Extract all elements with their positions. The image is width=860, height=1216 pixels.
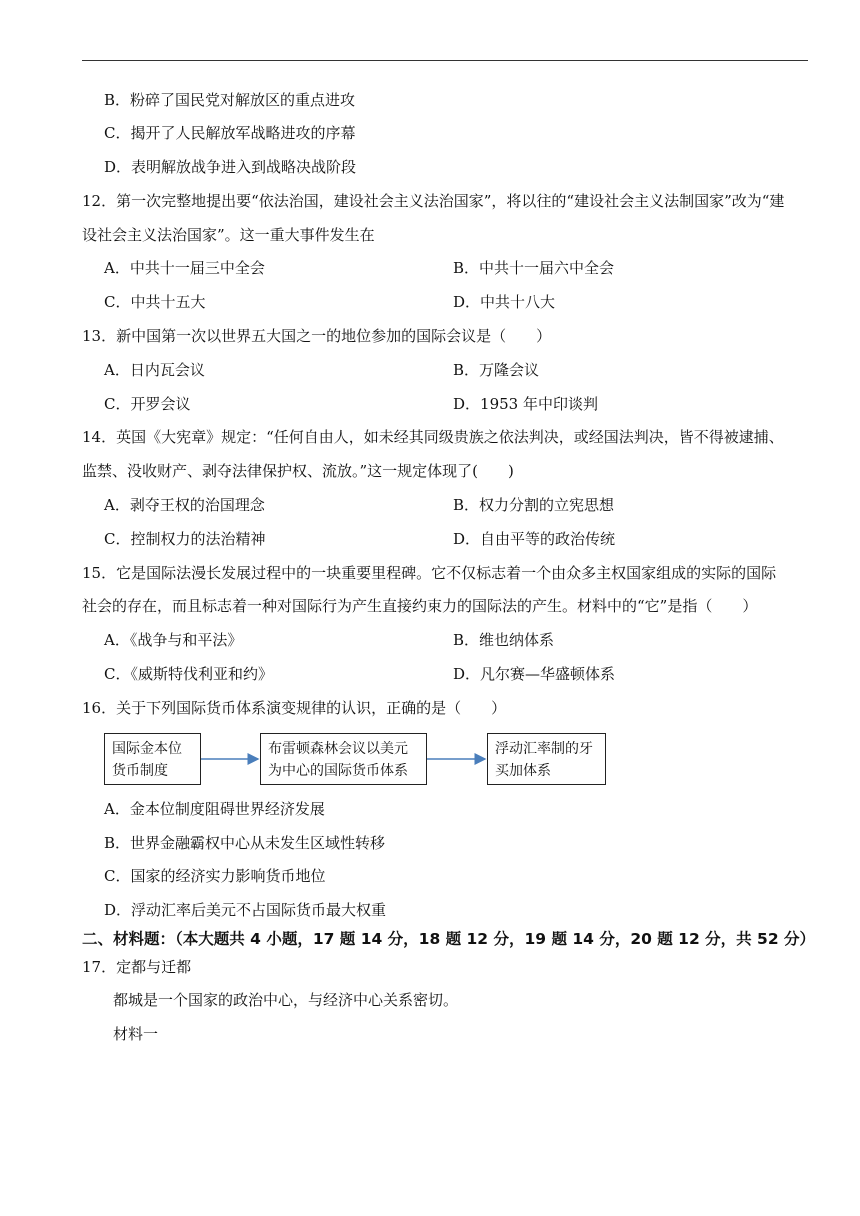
q11-option-d: D．表明解放战争进入到战略决战阶段: [104, 158, 357, 176]
q13-stem: 13．新中国第一次以世界五大国之一的地位参加的国际会议是（ ）: [82, 327, 552, 345]
q14-option-d: D．自由平等的政治传统: [453, 530, 616, 548]
header-rule: [82, 60, 808, 61]
q12-option-c: C．中共十五大: [104, 293, 206, 311]
q16-option-b: B．世界金融霸权中心从未发生区域性转移: [104, 834, 386, 852]
q12-option-a: A．中共十一届三中全会: [104, 259, 265, 277]
q16-option-c: C．国家的经济实力影响货币地位: [104, 867, 326, 885]
section-2-heading: 二、材料题：（本大题共 4 小题，17 题 14 分，18 题 12 分，19 题 14 分，20 题 12 分，共 52 分）: [82, 930, 816, 948]
flowchart-box-bretton-woods: 布雷顿森林会议以美元 为中心的国际货币体系: [260, 733, 427, 785]
q16-option-d: D．浮动汇率后美元不占国际货币最大权重: [104, 901, 387, 919]
q13-option-a: A．日内瓦会议: [104, 361, 205, 379]
q15-option-b: B．维也纳体系: [453, 631, 555, 649]
q15-option-d: D．凡尔赛—华盛顿体系: [453, 665, 616, 683]
q16-option-a: A．金本位制度阻碍世界经济发展: [104, 800, 325, 818]
q12-stem-line1: 12．第一次完整地提出要“依法治国，建设社会主义法治国家”，将以往的“建设社会主义法制国家”改为“建: [82, 192, 785, 210]
q15-option-c: C．《威斯特伐利亚和约》: [104, 665, 273, 683]
q15-option-a: A．《战争与和平法》: [104, 631, 243, 649]
q13-option-c: C．开罗会议: [104, 395, 191, 413]
q13-option-b: B．万隆会议: [453, 361, 540, 379]
q15-stem-line1: 15．它是国际法漫长发展过程中的一块重要里程碑。它不仅标志着一个由众多主权国家组成的实际的国际: [82, 564, 777, 582]
q17-title: 17．定都与迁都: [82, 958, 192, 976]
q11-option-c: C．揭开了人民解放军战略进攻的序幕: [104, 124, 356, 142]
q12-stem-line2: 设社会主义法治国家”。这一重大事件发生在: [82, 226, 375, 244]
q14-stem-line2: 监禁、没收财产、剥夺法律保护权、流放。”这一规定体现了( ): [82, 462, 514, 480]
flowchart-box-gold-standard: 国际金本位 货币制度: [104, 733, 201, 785]
flowchart-box-jamaica-system: 浮动汇率制的牙 买加体系: [487, 733, 606, 785]
q12-option-b: B．中共十一届六中全会: [453, 259, 615, 277]
q15-stem-line2: 社会的存在，而且标志着一种对国际行为产生直接约束力的国际法的产生。材料中的“它”是指（ ）: [82, 597, 758, 615]
q13-option-d: D．1953 年中印谈判: [453, 395, 598, 413]
q16-stem: 16．关于下列国际货币体系演变规律的认识，正确的是（ ）: [82, 699, 507, 717]
q17-intro: 都城是一个国家的政治中心，与经济中心关系密切。: [113, 991, 459, 1009]
q14-option-c: C．控制权力的法治精神: [104, 530, 266, 548]
q12-option-d: D．中共十八大: [453, 293, 556, 311]
q14-option-b: B．权力分割的立宪思想: [453, 496, 615, 514]
q17-material-1-label: 材料一: [113, 1025, 159, 1043]
q11-option-b: B．粉碎了国民党对解放区的重点进攻: [104, 91, 356, 109]
q14-option-a: A．剥夺王权的治国理念: [104, 496, 265, 514]
q14-stem-line1: 14．英国《大宪章》规定：“任何自由人，如未经其同级贵族之依法判决，或经国法判决，皆不得被逮捕、: [82, 428, 784, 446]
